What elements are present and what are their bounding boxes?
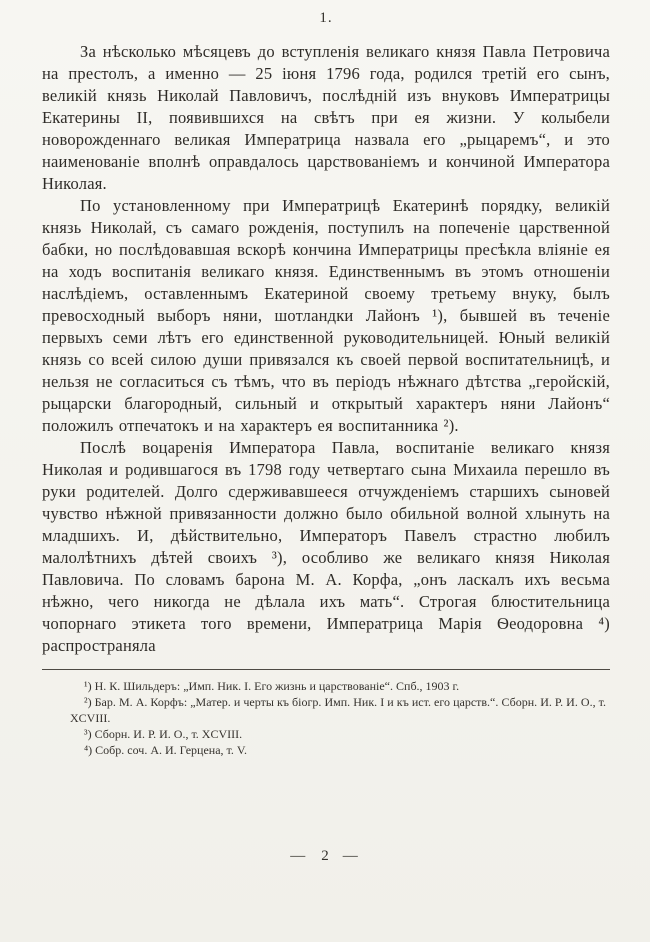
page-footer bbox=[0, 848, 650, 865]
footnote: ²) Бар. М. А. Корфъ: „Матер. и черты къ біогр. Имп. Ник. I и къ ист. его царств.“. Сборн. И. Р. И. О., т. XCVIII. bbox=[70, 695, 606, 725]
section-number: 1. bbox=[319, 10, 333, 26]
paragraph: За нѣсколько мѣсяцевъ до вступленія великаго князя Павла Петровича на престолъ, а именно — 25 іюня 1796 года, родился третій его сынъ, великій князь Николай Павловичъ, послѣдній изъ внуковъ Императрицы Екатерины II, появившихся на свѣтъ при ея жизни. У колыбели новорожденнаго великая Императрица назвала его „рыцаремъ“, и это наименованіе вполнѣ оправдалось царствованіемъ и кончиной Императора Николая. bbox=[42, 42, 610, 193]
page-number: 2 bbox=[321, 848, 329, 864]
footnote: ³) Сборн. И. Р. И. О., т. XCVIII. bbox=[84, 727, 243, 741]
footnote: ¹) Н. К. Шильдеръ: „Имп. Ник. I. Его жизнь и царствованіе“. Спб., 1903 г. bbox=[84, 679, 460, 693]
paragraph: Послѣ воцаренія Императора Павла, воспитаніе великаго князя Николая и родившагося въ 1798 году четвертаго сына Михаила перешло въ руки родителей. Долго сдерживавшееся отчужденіемъ старшихъ сыновей чувство нѣжной привязанности должно было обильной волной хлынуть на младшихъ. И, дѣйствительно, Императоръ Павелъ страстно любилъ малолѣтнихъ дѣтей своихъ ³), особливо же великаго князя Николая Павловича. По словамъ барона М. А. Корфа, „онъ ласкалъ ихъ весьма нѣжно, чего никогда не дѣлала ихъ мать“. Строгая блюстительница чопорнаго этикета того времени, Императрица Марія Ѳеодоровна ⁴) распространяла bbox=[42, 438, 610, 655]
footnote: ⁴) Собр. соч. А. И. Герцена, т. V. bbox=[84, 743, 247, 757]
body-text bbox=[42, 41, 610, 657]
page-number-dash-right: — bbox=[342, 848, 360, 864]
paragraph: По установленному при Императрицѣ Екатеринѣ порядку, великій князь Николай, съ самаго рожденія, поступилъ на попеченіе царственной бабки, но послѣдовавшая вскорѣ кончина Императрицы пресѣкла вліяніе ея на ходъ воспитанія великаго князя. Единственнымъ въ этомъ отношеніи наслѣдіемъ, оставленнымъ Екатериной своему третьему внуку, былъ превосходный выборъ няни, шотландки Лайонъ ¹), бывшей въ теченіе первыхъ семи лѣтъ его единственной руководительницей. Юный великій князь со всей силою души привязался къ своей первой воспитательницѣ, и нельзя не согласиться съ тѣмъ, что въ періодъ нѣжнаго дѣтства „геройскій, рыцарски благородный, сильный и открытый характеръ няни Лайонъ“ положилъ отпечатокъ и на характеръ ея воспитанника ²). bbox=[42, 196, 610, 435]
footnotes-section bbox=[42, 669, 610, 758]
page-number-dash-left: — bbox=[290, 848, 308, 864]
